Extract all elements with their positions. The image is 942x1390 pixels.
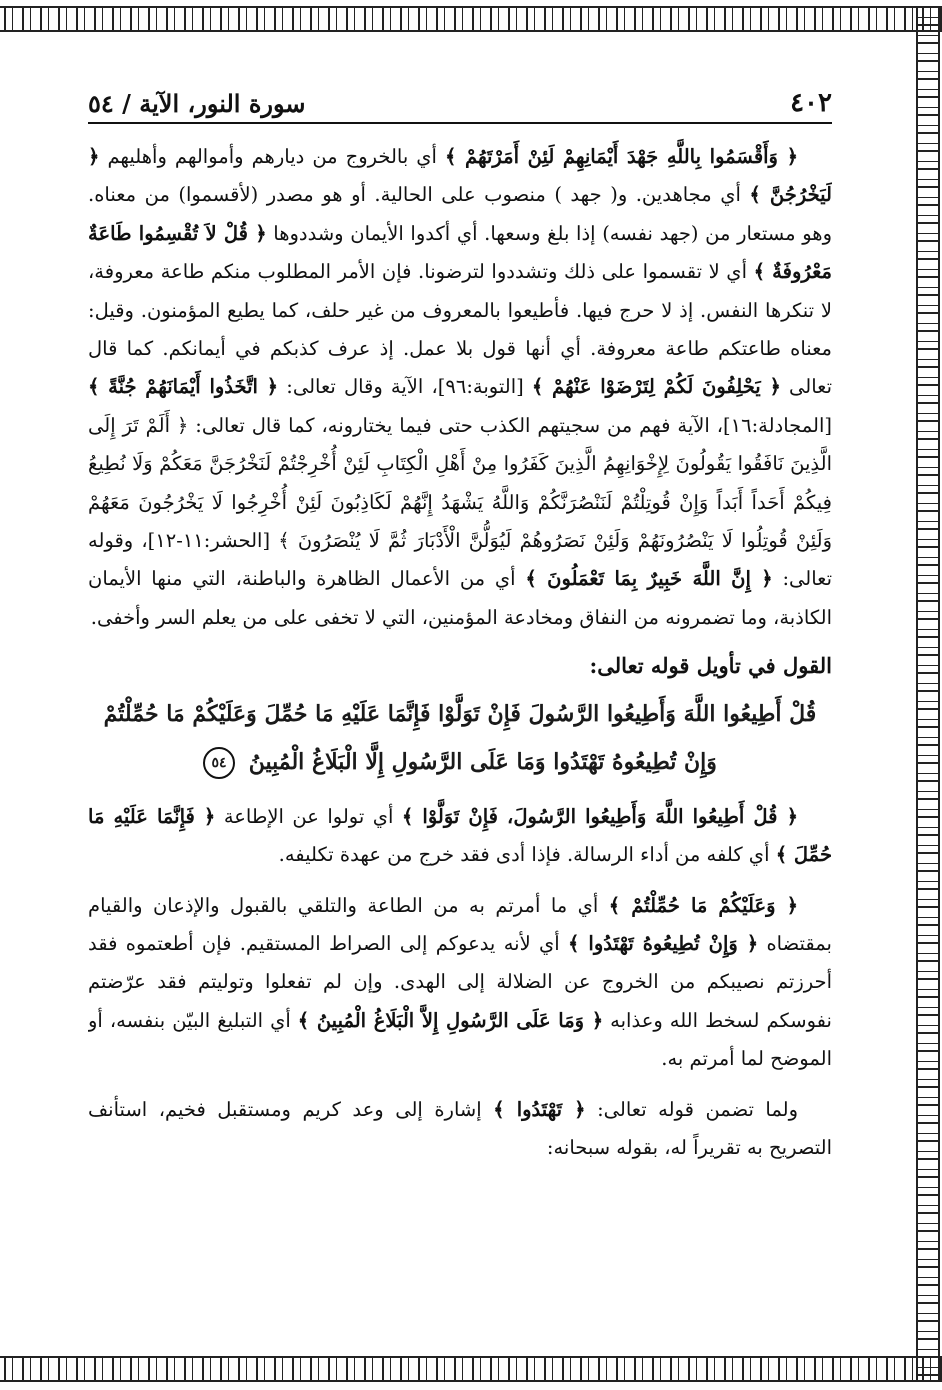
commentary-text: [التوبة:٩٦]، الآية وقال تعالى: [278, 375, 532, 399]
commentary-text: أي لا تقسموا على ذلك وتشددوا لترضونا. فإن الأمر المطلوب منكم طاعة معروفة، لا تنكرها النفس. إذ لا حرج فيها. فأطيعوا بالمعروف من غير حلف، كما يطيع المؤمنون. وقيل: معناه طاعتكم طاعة معروفة. أي أنها قول بلا عمل. إذ عرف كذبكم في أيمانكم. كما قال تعالى [88, 260, 832, 399]
quran-quote: ﴿ إِنَّ اللَّهَ خَبِيرٌ بِمَا تَعْمَلُونَ ﴾ [525, 567, 773, 591]
page-header [88, 78, 832, 124]
quran-quote: ﴿ لَيَخْرُجُنَّ ﴾ [88, 145, 832, 207]
paragraph-1 [88, 138, 832, 637]
quran-quote: ﴿ وَمَا عَلَى الرَّسُولِ إِلاَّ الْبَلَاغُ الْمُبِينُ ﴾ [297, 1008, 604, 1032]
quran-quote: ﴿ اتَّخَذُوا أَيْمَانَهُمْ جُنَّةً ﴾ [88, 375, 279, 399]
quran-quote: ﴿ أَلَمْ تَرَ إِلَى الَّذِينَ نَافَقُوا يَقُولُونَ لِإِخْوَانِهِمُ الَّذِينَ كَفَرُوا مِنْ أَهْلِ الْكِتَابِ لَئِنْ أُخْرِجْتُمْ لَنَخْرُجَنَّ مَعَكُمْ وَلَا نُطِيعُ فِيكُمْ أَحَداً أَبَداً وَإِنْ قُوتِلْتُمْ لَنَنْصُرَنَّكُمْ وَاللَّهُ يَشْهَدُ إِنَّهُمْ لَكَاذِبُونَ لَئِنْ أُخْرِجُوا لَا يَخْرُجُونَ مَعَهُمْ وَلَئِنْ قُوتِلُوا لَا يَنْصُرُونَهُمْ وَلَئِنْ نَصَرُوهُمْ لَيُوَلُّنَّ الْأَدْبَارَ ثُمَّ لَا يُنْصَرُونَ ﴾ [88, 413, 832, 553]
quran-quote: ﴿ وَأَقْسَمُوا بِاللَّهِ جَهْدَ أَيْمَانِهِمْ لَئِنْ أَمَرْتَهُمْ ﴾ [444, 145, 798, 168]
paragraph-3 [88, 887, 832, 1079]
quran-quote: ﴿ وَعَلَيْكُمْ مَا حُمِّلْتُمْ ﴾ [608, 893, 798, 917]
commentary-text: أي من الأعمال الظاهرة والباطنة، التي منها الأيمان الكاذبة، وما تضمرونه من النفاق ومخادعة المؤمنين، التي لا تخفى على من يعلم السر وأخفى. [88, 567, 832, 629]
commentary-text: ولما تضمن قوله تعالى: [585, 1097, 798, 1121]
verse-line-2-text: وَإِنْ تُطِيعُوهُ تَهْتَدُوا وَمَا عَلَى الرَّسُولِ إِلَّا الْبَلَاغُ الْمُبِينُ [248, 748, 717, 775]
verse-line-2 [88, 738, 832, 786]
commentary-text: إشارة إلى وعد كريم ومستقبل فخيم، استأنف التصريح به تقريراً له، بقوله سبحانه: [88, 1097, 832, 1159]
decorative-border-bottom [0, 1356, 942, 1382]
quran-quote: ﴿ يَحْلِفُونَ لَكُمْ لِتَرْضَوْا عَنْهُمْ ﴾ [531, 375, 781, 399]
section-heading: القول في تأويل قوله تعالى: [589, 653, 832, 679]
paragraph-4 [88, 1091, 832, 1168]
decorative-border-top [0, 6, 942, 32]
verse-line-1: قُلْ أَطِيعُوا اللَّهَ وَأَطِيعُوا الرَّسُولَ فَإِنْ تَوَلَّوْا فَإِنَّمَا عَلَيْهِ مَا حُمِّلَ وَعَلَيْكُمْ مَا حُمِّلْتُمْ [103, 700, 817, 727]
commentary-text: [المجادلة:١٦]، الآية فهم من سجيتهم الكذب حتى فيما يختارونه، كما قال تعالى: [188, 413, 832, 437]
page-number: ٤٠٢ [790, 88, 832, 118]
commentary-text: أي التبليغ البيّن بنفسه، أو الموضح لما أمرتم به. [88, 1008, 832, 1071]
commentary-text: أي ما أمرتم به من الطاعة والتلقي بالقبول والإذعان والقيام بمقتضاه [88, 893, 832, 955]
commentary-text: [الحشر:١١-١٢]، وقوله تعالى: [88, 529, 832, 591]
page-body [88, 138, 832, 1350]
quran-quote: ﴿ قُلْ أَطِيعُوا اللَّهَ وَأَطِيعُوا الرَّسُولَ، فَإِنْ تَوَلَّوْا ﴾ [401, 804, 798, 828]
surah-title: سورة النور، الآية / ٥٤ [88, 89, 306, 118]
paragraph-2 [88, 798, 832, 875]
verse-block [88, 690, 832, 786]
commentary-text: أي لأنه يدعوكم إلى الصراط المستقيم. فإن أطعتموه فقد أحرزتم نصيبكم من الخروج عن الضلالة إلى الهدى. وإن لم تفعلوا وتوليتم فقد عرّضتم نفوسكم لسخط الله وعذابه [88, 931, 832, 1032]
quran-quote: ﴿ فَإِنَّمَا عَلَيْهِ مَا حُمِّلَ ﴾ [88, 804, 832, 867]
quran-quote: ﴿ تَهْتَدُوا ﴾ [493, 1097, 586, 1121]
commentary-text: أي تولوا عن الإطاعة [215, 804, 402, 828]
commentary-text: أي بالخروج من ديارهم وأموالهم وأهليهم [99, 145, 445, 168]
commentary-text: أي كلفه من أداء الرسالة. فإذا أدى فقد خرج من عهدة تكليفه. [278, 843, 776, 867]
decorative-border-right [916, 6, 940, 1380]
commentary-text: أي مجاهدين. و( جهد ) منصوب على الحالية. أو هو مصدر (لأقسموا) من معناه. وهو مستعار من (جهد نفسه) إذا بلغ وسعها. أي أكدوا الأيمان وشددوها [88, 183, 832, 245]
quran-quote: ﴿ قُلْ لاَ تُقْسِمُوا طَاعَةٌ مَعْرُوفَةٌ ﴾ [88, 221, 832, 284]
ayah-number-mark: ٥٤ [203, 747, 235, 779]
quran-quote: ﴿ وَإِنْ تُطِيعُوهُ تَهْتَدُوا ﴾ [568, 931, 759, 955]
